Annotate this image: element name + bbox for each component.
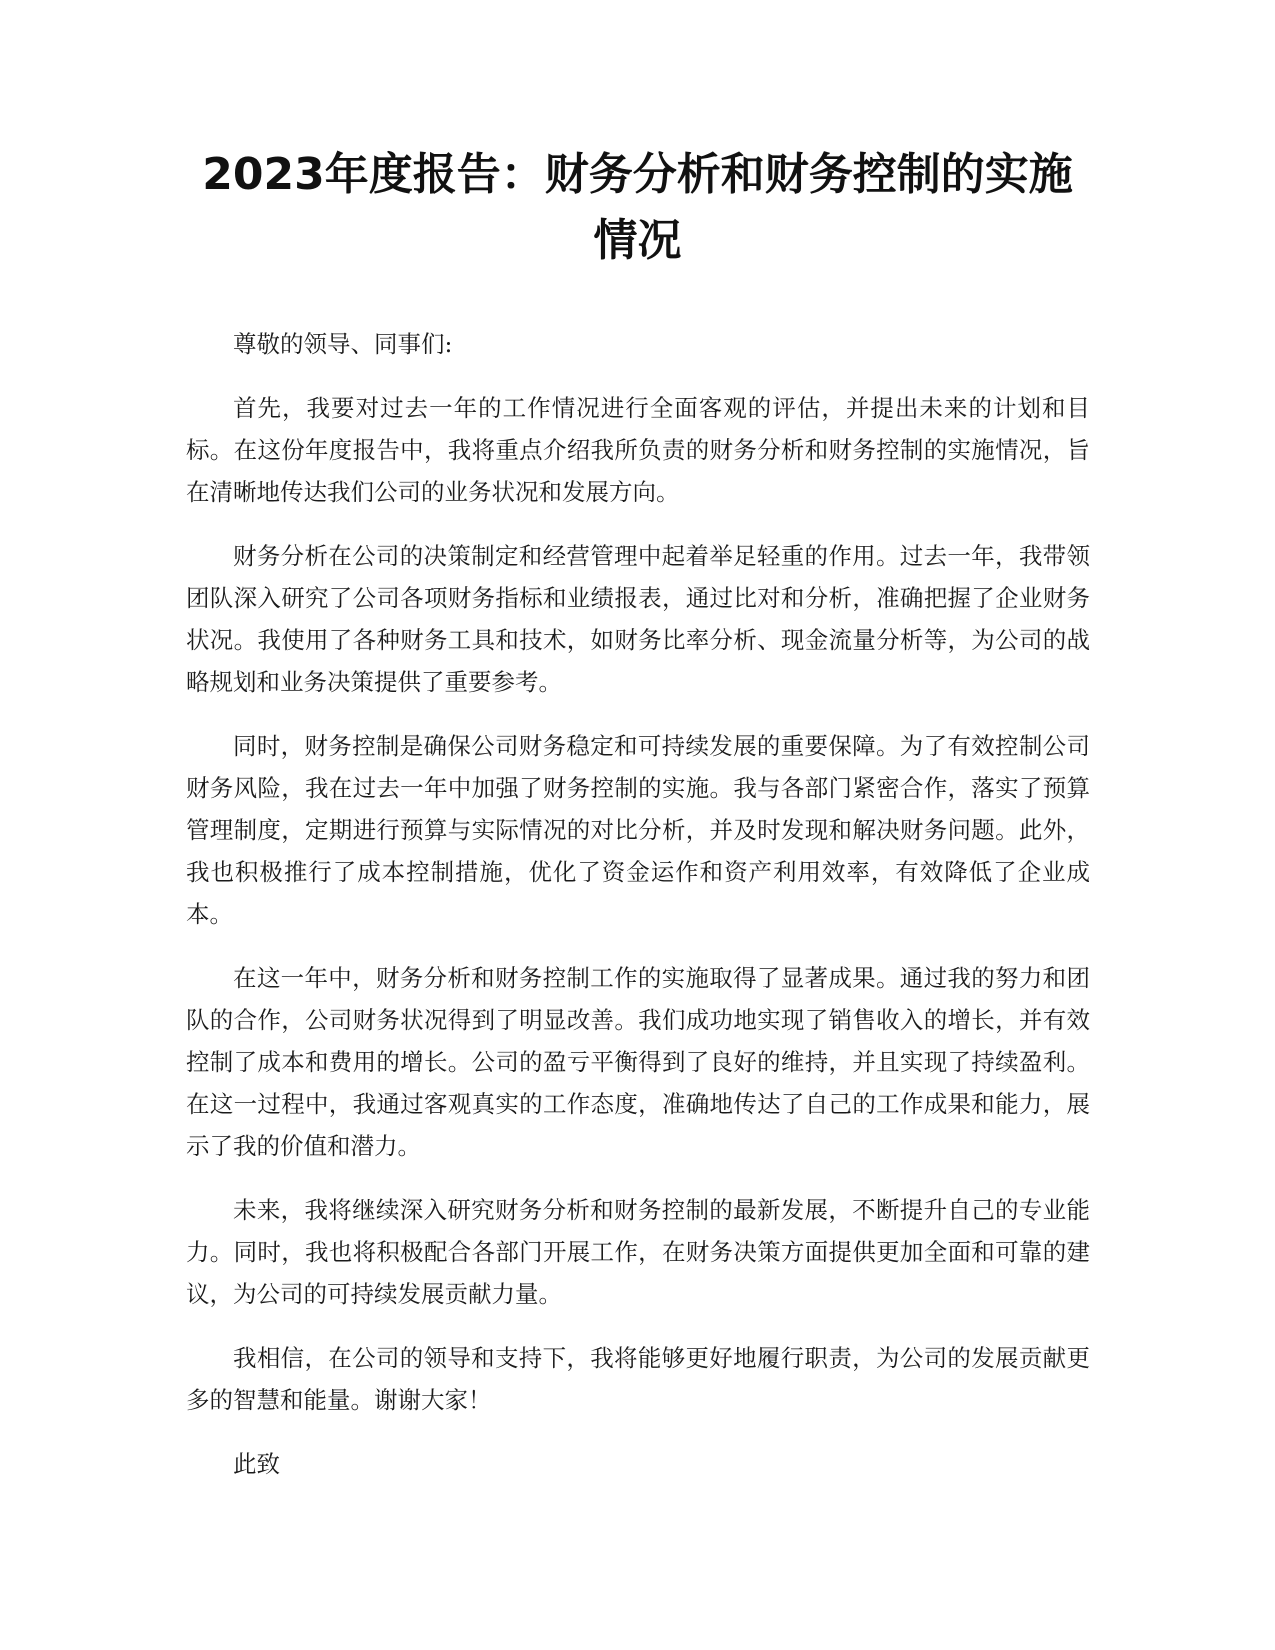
document-title: 2023年度报告：财务分析和财务控制的实施情况 (202, 149, 1073, 266)
paragraph-financial-analysis: 财务分析在公司的决策制定和经营管理中起着举足轻重的作用。过去一年，我带领团队深入研究了公司各项财务指标和业绩报表，通过比对和分析，准确把握了企业财务状况。我使用了各种财务工具和技术，如财务比率分析、现金流量分析等，为公司的战略规划和业务决策提供了重要参考。 (186, 542, 1090, 696)
paragraph-financial-control: 同时，财务控制是确保公司财务稳定和可持续发展的重要保障。为了有效控制公司财务风险，我在过去一年中加强了财务控制的实施。我与各部门紧密合作，落实了预算管理制度，定期进行预算与实际情况的对比分析，并及时发现和解决财务问题。此外，我也积极推行了成本控制措施，优化了资金运作和资产利用效率，有效降低了企业成本。 (186, 732, 1090, 928)
paragraph-conclusion: 我相信，在公司的领导和支持下，我将能够更好地履行职责，为公司的发展贡献更多的智慧和能量。谢谢大家！ (186, 1344, 1090, 1414)
paragraph-results: 在这一年中，财务分析和财务控制工作的实施取得了显著成果。通过我的努力和团队的合作，公司财务状况得到了明显改善。我们成功地实现了销售收入的增长，并有效控制了成本和费用的增长。公司的盈亏平衡得到了良好的维持，并且实现了持续盈利。在这一过程中，我通过客观真实的工作态度，准确地传达了自己的工作成果和能力，展示了我的价值和潜力。 (186, 964, 1090, 1160)
paragraph-intro: 首先，我要对过去一年的工作情况进行全面客观的评估，并提出未来的计划和目标。在这份年度报告中，我将重点介绍我所负责的财务分析和财务控制的实施情况，旨在清晰地传达我们公司的业务状况和发展方向。 (186, 394, 1090, 506)
document-body (186, 323, 1090, 1507)
salutation: 尊敬的领导、同事们: (233, 330, 453, 358)
closing: 此致 (233, 1450, 280, 1478)
paragraph-future: 未来，我将继续深入研究财务分析和财务控制的最新发展，不断提升自己的专业能力。同时，我也将积极配合各部门开展工作，在财务决策方面提供更加全面和可靠的建议，为公司的可持续发展贡献力量。 (186, 1196, 1090, 1308)
